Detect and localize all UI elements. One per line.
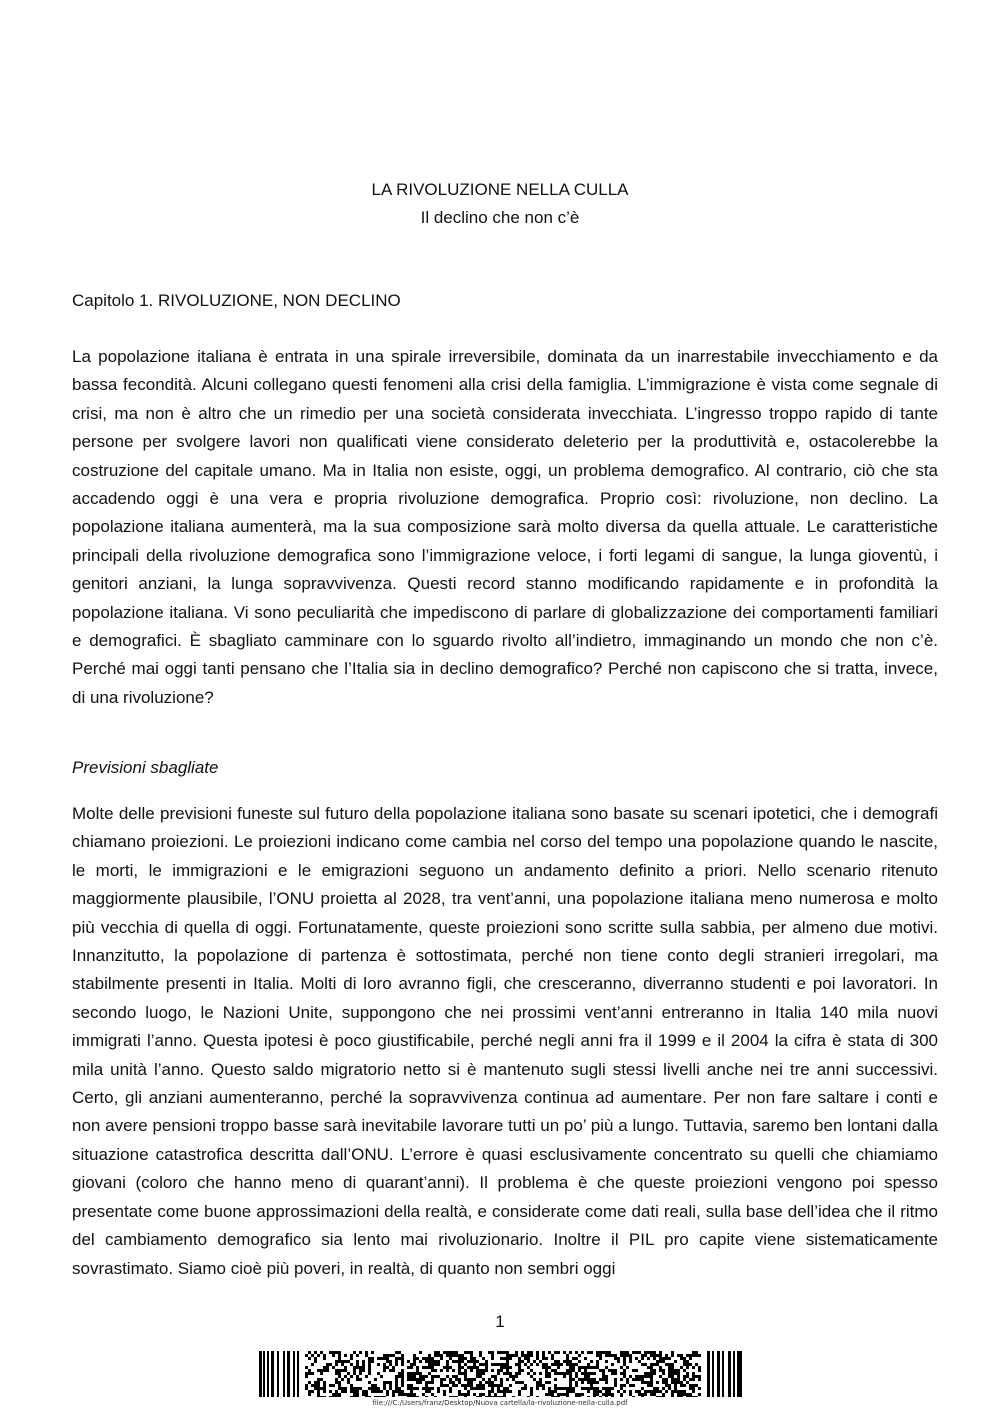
document-subtitle: Il declino che non c’è [420, 208, 580, 227]
section-heading: Previsioni sbagliate [72, 758, 219, 777]
document-title: LA RIVOLUZIONE NELLA CULLA [371, 180, 629, 199]
file-path-footer: file:///C:/Users/franz/Desktop/Nuova cartella/la-rivoluzione-nella-culla.pdf [372, 1399, 628, 1407]
paragraph-previsioni: Molte delle previsioni funeste sul futuro della popolazione italiana sono basate su scenari ipotetici, che i demografi chiamano proiezioni. Le proiezioni indicano come cambia nel corso del tempo una popolazione quando le nascite, le morti, le immigrazioni e le emigrazioni seguono un andamento definito a priori. Nello scenario ritenuto maggiormente plausibile, l’ONU proietta al 2028, tra vent’anni, una popolazione italiana meno numerosa e molto più vecchia di quella di oggi. Fortunatamente, queste proiezioni sono scritte sulla sabbia, per almeno due motivi. Innanzitutto, la popolazione di partenza è sottostimata, perché non tiene conto degli stranieri irregolari, ma stabilmente presenti in Italia. Molti di loro avranno figli, che cresceranno, diverranno studenti e poi lavoratori. In secondo luogo, le Nazioni Unite, suppongono che nei prossimi vent’anni entreranno in Italia 140 mila nuovi immigrati l’anno. Questa ipotesi è poco giustificabile, perché negli anni fra il 1999 e il 2004 la cifra è stata di 300 mila unità l’anno. Questo saldo migratorio netto si è mantenuto sugli stessi livelli anche nei tre anni successivi. Certo, gli anziani aumenteranno, perché la sopravvivenza continua ad aumentare. Per non fare saltare i conti e non avere pensioni troppo basse sarà inevitabile lavorare tutti un po’ più a lungo. Tuttavia, saremo ben lontani dalla situazione catastrofica descritta dall’ONU. L’errore è quasi esclusivamente concentrato su quelli che chiamiamo giovani (coloro che hanno meno di quarant’anni). Il problema è che queste proiezioni vengono poi spesso presentate come buone approssimazioni della realtà, e considerate come dati reali, sulla base dell’idea che il ritmo del cambiamento demografico sia lento mai rivoluzionario. Inoltre il PIL pro capite viene sistematicamente sovrastimato. Siamo cioè più poveri, in realtà, di quanto non sembri oggi [72, 804, 938, 1278]
title-block [0, 176, 1000, 232]
paragraph-introduction: La popolazione italiana è entrata in una spirale irreversibile, dominata da un inarrestabile invecchiamento e da bassa fecondità. Alcuni collegano questi fenomeni alla crisi della famiglia. L’immigrazione è vista come segnale di crisi, ma non è altro che un rimedio per una società considerata invecchiata. L’ingresso troppo rapido di tante persone per svolgere lavori non qualificati viene considerato deleterio per la produttività e, ostacolerebbe la costruzione del capitale umano. Ma in Italia non esiste, oggi, un problema demografico. Al contrario, ciò che sta accadendo oggi è una vera e propria rivoluzione demografica. Proprio così: rivoluzione, non declino. La popolazione italiana aumenterà, ma la sua composizione sarà molto diversa da quella attuale. Le caratteristiche principali della rivoluzione demografica sono l’immigrazione veloce, i forti legami di sangue, la lunga gioventù, i genitori anziani, la lunga sopravvivenza. Questi record stanno modificando rapidamente e in profondità la popolazione italiana. Vi sono peculiarità che impediscono di parlare di globalizzazione dei comportamenti familiari e demografici. È sbagliato camminare con lo sguardo rivolto all’indietro, immaginando un mondo che non c’è. Perché mai oggi tanti pensano che l’Italia sia in declino demografico? Perché non capiscono che si tratta, invece, di una rivoluzione? [72, 347, 938, 707]
chapter-heading: Capitolo 1. RIVOLUZIONE, NON DECLINO [72, 291, 401, 310]
page-number: 1 [495, 1312, 505, 1331]
barcode-image [259, 1351, 743, 1397]
